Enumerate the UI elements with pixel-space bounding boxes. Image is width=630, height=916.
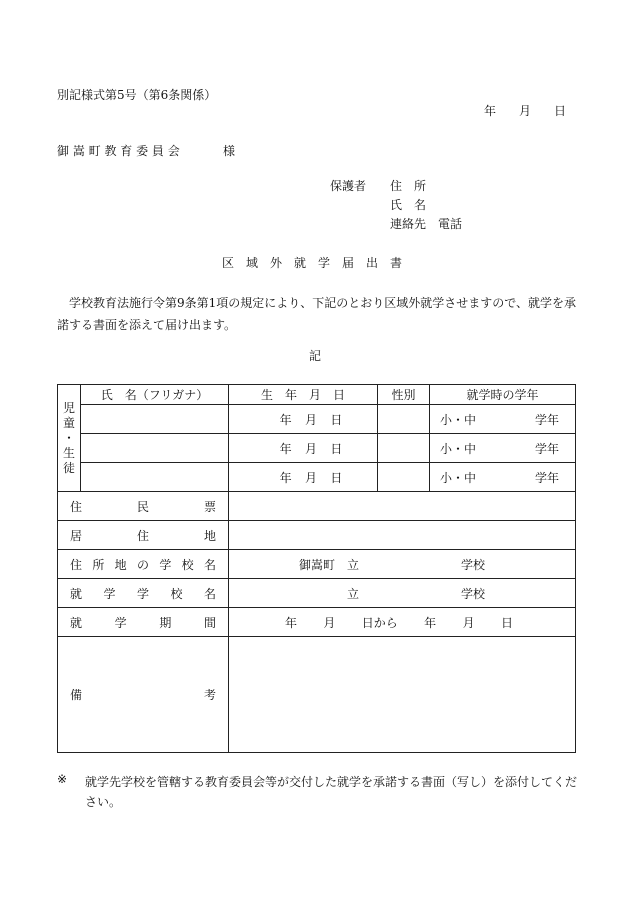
addressee-board: 御 嵩 町 教 育 委 員 会 [57, 144, 180, 158]
period-start-year: 年 [285, 615, 298, 630]
guardian-name-label: 氏 名 [390, 198, 427, 212]
period-end-year: 年 [424, 615, 437, 630]
addressee-honorific: 様 [223, 144, 236, 158]
remarks-label-left: 備 [70, 688, 83, 702]
child-label-cell [58, 385, 81, 492]
grade-field[interactable] [430, 434, 576, 463]
child-row [58, 434, 576, 463]
application-table [57, 384, 576, 753]
birth-year-unit: 年 [279, 441, 292, 456]
child-name-field[interactable] [81, 405, 229, 434]
birth-month-unit: 月 [304, 412, 317, 427]
remarks-row [58, 637, 576, 753]
child-row [58, 405, 576, 434]
attending-school-row [58, 579, 576, 608]
school-level: 小・中 [440, 412, 477, 427]
local-school-row [58, 550, 576, 579]
school-level: 小・中 [440, 470, 477, 485]
date-year: 年 [484, 104, 497, 118]
period-field[interactable] [229, 608, 576, 637]
local-school-prefix: 御嵩町 立 [299, 557, 360, 572]
birth-year-unit: 年 [279, 470, 292, 485]
birth-month-unit: 月 [304, 441, 317, 456]
gender-field[interactable] [378, 434, 430, 463]
header-grade: 就学時の学年 [430, 385, 576, 405]
birth-month-unit: 月 [304, 470, 317, 485]
guardian-role: 保護者 [330, 179, 367, 193]
attending-school-prefix: 立 [347, 586, 360, 601]
child-name-field[interactable] [81, 434, 229, 463]
attending-school-field[interactable] [229, 579, 576, 608]
gender-field[interactable] [378, 405, 430, 434]
guardian-address-label: 住 所 [390, 179, 427, 193]
child-label-char: 生 [62, 445, 75, 460]
child-label-char: ・ [62, 430, 75, 445]
date-month: 月 [518, 104, 531, 118]
form-number: 別記様式第5号（第6条関係） [57, 88, 217, 102]
grade-unit: 学年 [534, 441, 559, 456]
grade-field[interactable] [430, 405, 576, 434]
birth-date-field[interactable] [229, 463, 378, 492]
period-label: 就学期間 [58, 608, 229, 637]
remarks-label-right: 考 [203, 688, 216, 702]
ki-heading: 記 [309, 349, 322, 363]
attending-school-label: 就学学校名 [58, 579, 229, 608]
residence-field[interactable] [229, 521, 576, 550]
period-row [58, 608, 576, 637]
birth-date-field[interactable] [229, 405, 378, 434]
header-gender: 性別 [378, 385, 430, 405]
birth-year-unit: 年 [279, 412, 292, 427]
table-header-row [58, 385, 576, 405]
gender-field[interactable] [378, 463, 430, 492]
header-birth: 生 年 月 日 [229, 385, 378, 405]
grade-field[interactable] [430, 463, 576, 492]
date-line [484, 104, 566, 118]
remarks-label-cell [58, 637, 229, 753]
birth-date-field[interactable] [229, 434, 378, 463]
local-school-field[interactable] [229, 550, 576, 579]
attending-school-suffix: 学校 [460, 586, 485, 601]
guardian-contact-label: 連絡先 電話 [390, 217, 463, 231]
resident-registry-label: 住民票 [58, 492, 229, 521]
child-label-char: 児 [62, 400, 75, 415]
document-title: 区域外就学届出書 [222, 256, 415, 270]
resident-registry-field[interactable] [229, 492, 576, 521]
note-text: 就学先学校を管轄する教育委員会等が交付した就学を承諾する書面（写し）を添付してください。 [85, 775, 578, 809]
local-school-suffix: 学校 [460, 557, 485, 572]
grade-unit: 学年 [534, 412, 559, 427]
header-name: 氏 名（フリガナ） [81, 385, 229, 405]
residence-label: 居住地 [58, 521, 229, 550]
birth-day-unit: 日 [330, 412, 343, 427]
period-start-day: 日から [361, 615, 398, 630]
body-paragraph: 学校教育法施行令第9条第1項の規定により、下記のとおり区域外就学させますので、就学を承諾する書面を添えて届け出ます。 [57, 296, 577, 332]
child-row [58, 463, 576, 492]
remarks-field[interactable] [229, 637, 576, 753]
child-name-field[interactable] [81, 463, 229, 492]
birth-day-unit: 日 [330, 470, 343, 485]
resident-registry-row [58, 492, 576, 521]
date-day: 日 [553, 104, 566, 118]
child-label-char: 童 [62, 415, 75, 430]
child-label-char: 徒 [62, 460, 75, 475]
note-mark: ※ [57, 772, 68, 786]
school-level: 小・中 [440, 441, 477, 456]
period-start-month: 月 [323, 615, 336, 630]
period-end-month: 月 [462, 615, 475, 630]
residence-row [58, 521, 576, 550]
local-school-label: 住所地の学校名 [58, 550, 229, 579]
birth-day-unit: 日 [330, 441, 343, 456]
grade-unit: 学年 [534, 470, 559, 485]
period-end-day: 日 [500, 615, 513, 630]
